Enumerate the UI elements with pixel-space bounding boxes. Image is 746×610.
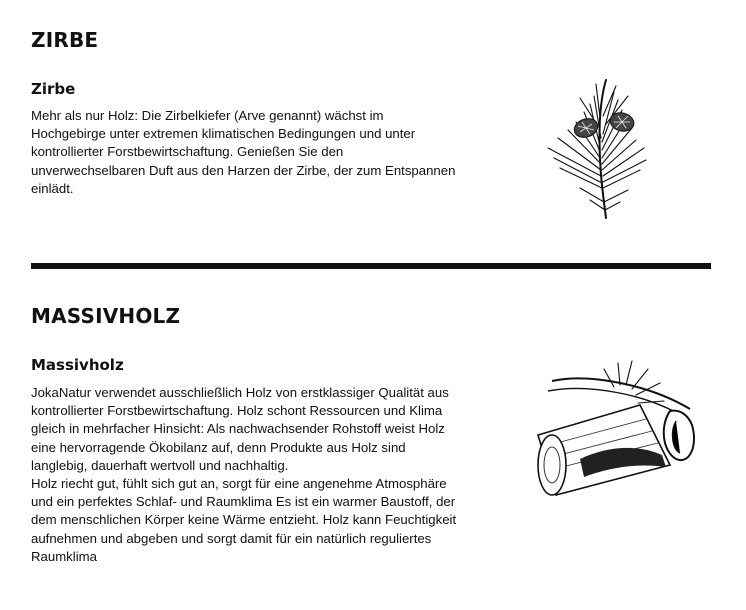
log-and-saw-illustration [520,355,705,500]
subheading-massivholz: Massivholz [31,356,124,374]
section-divider [31,263,711,269]
paragraph-massivholz: JokaNatur verwendet ausschließlich Holz von erstklassiger Qualität aus kontrollierter Forstbewirtschaftung. Holz schont Ressourcen und Klima gleich in mehrfacher Hinsicht: Als nachwachsender Rohstoff weist Holz eine hervorragende Ökobilanz auf, denn Produkte aus Holz sind langlebig, dauerhaft wertvoll und nachhaltig. Holz riecht gut, fühlt sich gut an, sorgt für eine angenehme Atmosphäre und ein perfektes Schlaf- und Raumklima Es ist ein warmer Baustoff, der dem menschlichen Körper keine Wärme entzieht. Holz kann Feuchtigkeit aufnehmen und abgeben und sorgt damit für ein natürlich reguliertes Raumklima [31,385,457,564]
paragraph-zirbe: Mehr als nur Holz: Die Zirbelkiefer (Arve genannt) wächst im Hochgebirge unter extremen klimatischen Bedingungen und unter kontrollierter Forstbewirtschaftung. Genießen Sie den unverwechselbaren Duft aus den Harzen der Zirbe, der zum Entspannen einlädt. [31,108,456,196]
pine-cone-left-icon [572,115,601,140]
pine-branch-illustration [540,78,650,220]
section-heading-massivholz: MASSIVHOLZ [31,304,181,328]
log-icon [538,405,670,495]
subheading-zirbe: Zirbe [31,80,76,98]
section-heading-zirbe: ZIRBE [31,28,99,52]
